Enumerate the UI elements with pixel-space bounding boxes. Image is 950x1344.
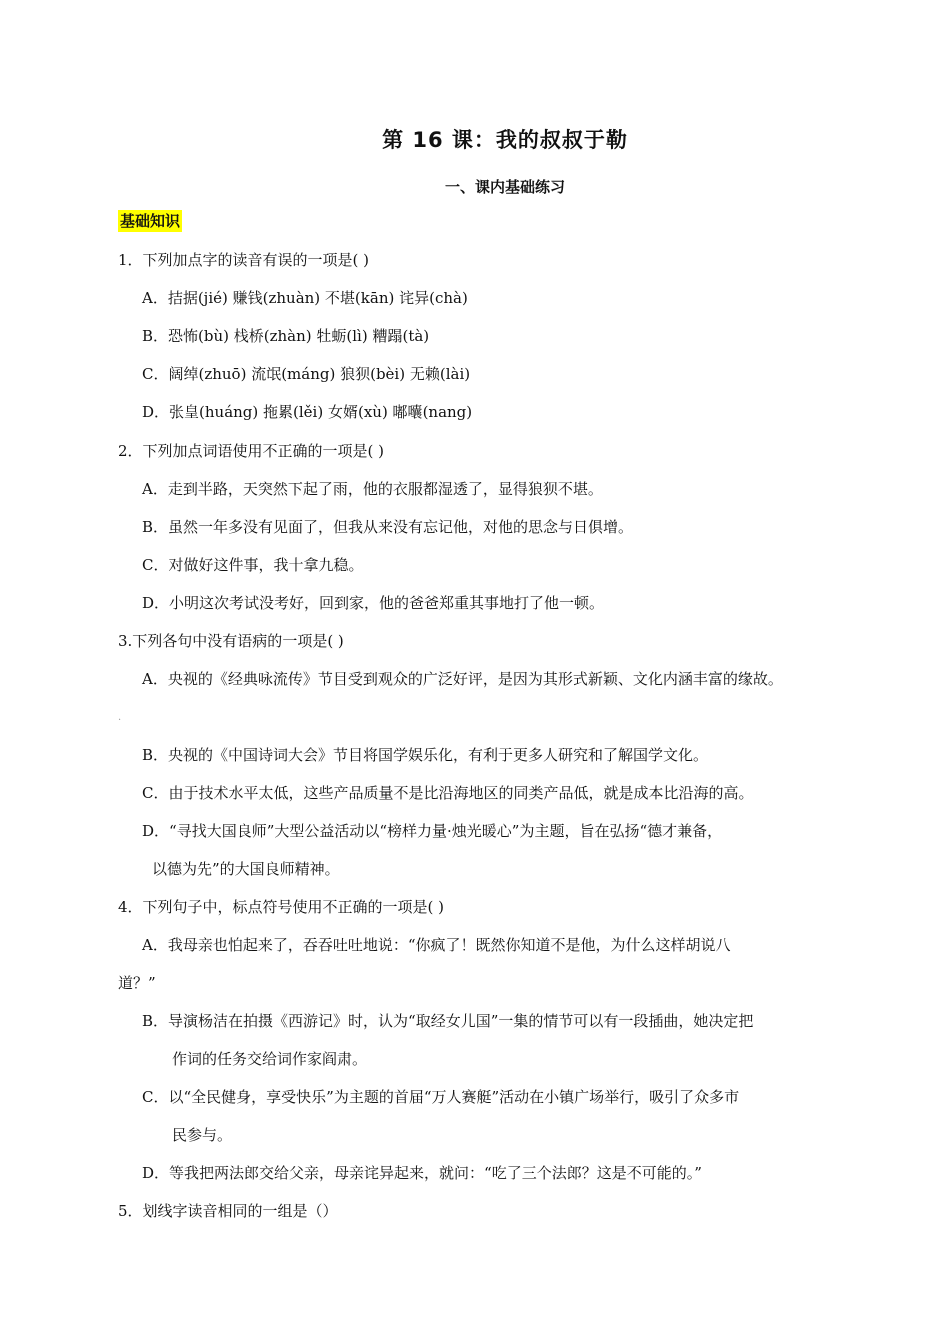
question-3-option-d-line1: D．“寻找大国良师”大型公益活动以“榜样力量·烛光暖心”为主题，旨在弘扬“德才兼备， [142,822,723,840]
question-4-option-b-line2: 作词的任务交给词作家阎肃。 [172,1050,368,1068]
question-1-stem: 1．下列加点字的读音有误的一项是( ) [118,251,370,269]
question-1-option-c: C．阔绰(zhuō) 流氓(máng) 狼狈(bèi) 无赖(lài) [142,365,471,383]
question-2-option-c: C．对做好这件事，我十拿九稳。 [142,556,364,574]
question-4-stem: 4．下列句子中，标点符号使用不正确的一项是( ) [118,898,445,916]
paragraph-mark: . [118,712,122,723]
question-4-option-a-line1: A．我母亲也怕起来了，吞吞吐吐地说：“你疯了！既然你知道不是他，为什么这样胡说八 [142,936,731,954]
question-3-option-b: B．央视的《中国诗词大会》节目将国学娱乐化，有利于更多人研究和了解国学文化。 [142,746,709,764]
question-4-option-a-line2: 道？” [118,974,156,992]
question-5-stem: 5．划线字读音相同的一组是（） [118,1202,338,1220]
question-2-option-a: A．走到半路，天突然下起了雨，他的衣服都湿透了，显得狼狈不堪。 [142,480,603,498]
question-4-option-d: D．等我把两法郎交给父亲，母亲诧异起来，就问：“吃了三个法郎？这是不可能的。” [142,1164,702,1182]
section-subtitle: 一、课内基础练习 [444,178,565,196]
question-4-option-b-line1: B．导演杨洁在拍摄《西游记》时，认为“取经女儿国”一集的情节可以有一段插曲，她决定把 [142,1012,754,1030]
question-1-option-d: D．张皇(huáng) 拖累(lěi) 女婿(xù) 嘟囔(nang) [142,403,473,421]
question-1-option-a: A．拮据(jié) 赚钱(zhuàn) 不堪(kān) 诧异(chà) [142,289,468,307]
lesson-title: 第 16 课：我的叔叔于勒 [382,128,628,152]
basic-knowledge-heading: 基础知识 [120,212,181,230]
question-3-option-d-line2: 以德为先”的大国良师精神。 [152,860,340,878]
question-3-option-a: A．央视的《经典咏流传》节目受到观众的广泛好评，是因为其形式新颖、文化内涵丰富的缘故。 [142,670,783,688]
question-2-option-b: B．虽然一年多没有见面了，但我从来没有忘记他，对他的思念与日俱增。 [142,518,634,536]
question-3-option-c: C．由于技术水平太低，这些产品质量不是比沿海地区的同类产品低，就是成本比沿海的高。 [142,784,754,802]
question-2-stem: 2．下列加点词语使用不正确的一项是( ) [118,442,385,460]
question-2-option-d: D．小明这次考试没考好，回到家，他的爸爸郑重其事地打了他一顿。 [142,594,605,612]
question-4-option-c-line2: 民参与。 [172,1126,233,1144]
question-3-stem: 3.下列各句中没有语病的一项是( ) [118,632,344,650]
question-4-option-c-line1: C．以“全民健身，享受快乐”为主题的首届“万人赛艇”活动在小镇广场举行，吸引了众多市 [142,1088,740,1106]
question-1-option-b: B．恐怖(bù) 栈桥(zhàn) 牡蛎(lì) 糟蹋(tà) [142,327,430,345]
